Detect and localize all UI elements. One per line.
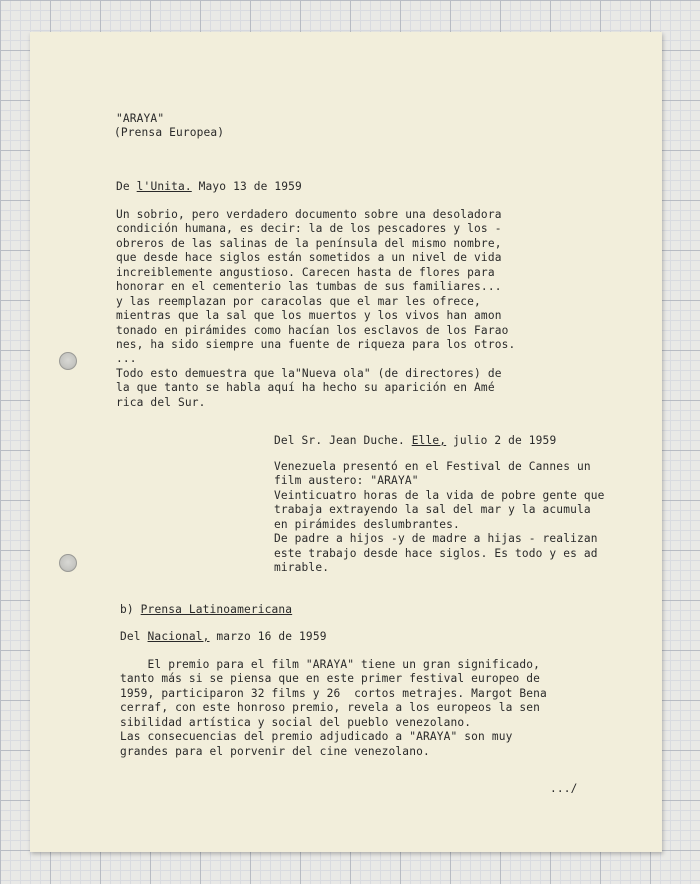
paragraph-line: que desde hace siglos están sometidos a un nivel de vida xyxy=(116,251,502,265)
heading-prefix: b) xyxy=(120,603,141,616)
paragraph-line: rica del Sur. xyxy=(116,395,206,409)
source-name: Nacional, xyxy=(147,630,210,643)
source-date: julio 2 de 1959 xyxy=(446,434,557,447)
continuation-mark: .../ xyxy=(550,782,578,795)
paragraph-line: trabaja extrayendo la sal del mar y la acumula xyxy=(274,503,591,517)
source-line-unita xyxy=(116,180,302,194)
paragraph-line: increiblemente angustioso. Carecen hasta de flores para xyxy=(116,265,495,279)
paragraph-line: Todo esto demuestra que la"Nueva ola" (de directores) de xyxy=(116,366,502,380)
unita-paragraph xyxy=(116,208,515,410)
paragraph-line: y las reemplazan por caracolas que el mar les ofrece, xyxy=(116,294,481,308)
source-prefix: Del Sr. Jean Duche. xyxy=(274,434,412,447)
paragraph-line: en pirámides deslumbrantes. xyxy=(274,517,460,531)
nacional-paragraph xyxy=(120,658,547,759)
source-name: l'Unita. xyxy=(136,180,192,193)
paragraph-line: film austero: "ARAYA" xyxy=(274,474,419,488)
paragraph-line: Un sobrio, pero verdadero documento sobre una desoladora xyxy=(116,208,502,221)
paragraph-line: condición humana, es decir: la de los pescadores y los - xyxy=(116,222,502,236)
paragraph-line: 1959, participaron 32 films y 26 cortos metrajes. Margot Bena xyxy=(120,686,547,700)
section-heading xyxy=(120,603,292,617)
source-prefix: De xyxy=(116,180,137,193)
paragraph-line: obreros de las salinas de la península del mismo nombre, xyxy=(116,236,502,250)
paragraph-line: cerraf, con este honroso premio, revela a los europeos la sen xyxy=(120,701,541,715)
paragraph-line: honorar en el cementerio las tumbas de sus familiares... xyxy=(116,280,502,294)
paragraph-line: sibilidad artística y social del pueblo venezolano. xyxy=(120,715,472,729)
paragraph-line: Las consecuencias del premio adjudicado a "ARAYA" son muy xyxy=(120,730,513,744)
punch-hole-top xyxy=(59,352,77,370)
source-name: Elle, xyxy=(411,434,447,447)
paragraph-line: ... xyxy=(116,352,137,366)
document-page xyxy=(30,32,662,852)
source-date: marzo 16 de 1959 xyxy=(209,630,327,643)
document-subtitle: (Prensa Europea) xyxy=(114,126,225,139)
paragraph-line: este trabajo desde hace siglos. Es todo y es ad xyxy=(274,546,598,560)
source-date: Mayo 13 de 1959 xyxy=(191,180,302,193)
paragraph-line: mirable. xyxy=(274,561,330,575)
paragraph-line: grandes para el porvenir del cine venezolano. xyxy=(120,744,430,758)
source-line-nacional xyxy=(120,630,327,644)
punch-hole-bottom xyxy=(59,554,77,572)
source-line-elle xyxy=(274,434,556,448)
paragraph-line: nes, ha sido siempre una fuente de riqueza para los otros. xyxy=(116,337,516,351)
paragraph-line: De padre a hijos -y de madre a hijas - realizan xyxy=(274,532,598,546)
paragraph-line: tonado en pirámides como hacían los esclavos de los Farao xyxy=(116,323,509,337)
paragraph-line: Veinticuatro horas de la vida de pobre gente que xyxy=(274,488,605,502)
heading-text: Prensa Latinoamericana xyxy=(140,603,293,616)
paragraph-line: la que tanto se habla aquí ha hecho su aparición en Amé xyxy=(116,381,495,395)
paragraph-line: tanto más si se piensa que en este primer festival europeo de xyxy=(120,672,541,686)
paragraph-line: Venezuela presentó en el Festival de Cannes un xyxy=(274,460,591,473)
elle-paragraph xyxy=(274,460,605,576)
paragraph-line: mientras que la sal que los muertos y los vivos han amon xyxy=(116,309,502,323)
paragraph-line: El premio para el film "ARAYA" tiene un gran significado, xyxy=(120,658,541,671)
document-title: "ARAYA" xyxy=(116,112,165,125)
source-prefix: Del xyxy=(120,630,148,643)
